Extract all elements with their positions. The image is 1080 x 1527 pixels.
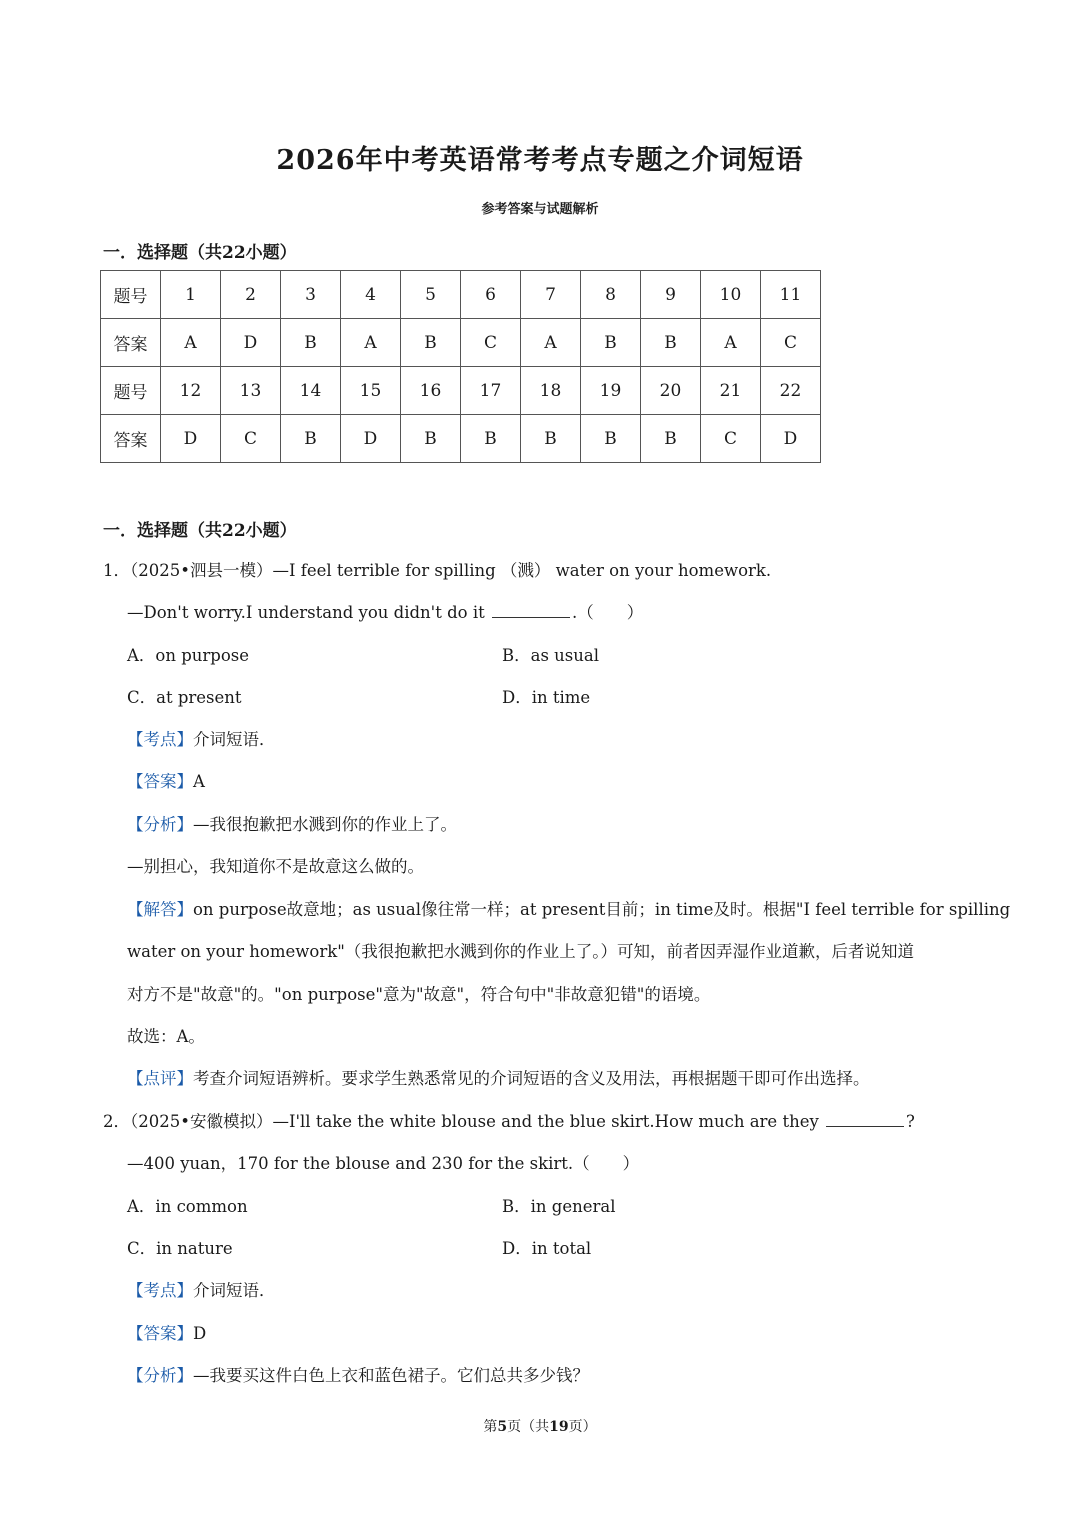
q1-dianping bbox=[127, 1067, 870, 1091]
question-number-row-cell: 16 bbox=[401, 367, 461, 415]
question-number-row-cell: 7 bbox=[521, 271, 581, 319]
answer-row-cell: A bbox=[701, 319, 761, 367]
answer-row-cell: D bbox=[221, 319, 281, 367]
question-number-row-cell: 8 bbox=[581, 271, 641, 319]
footer-prefix: 第 bbox=[483, 1419, 498, 1435]
footer-suffix: 页） bbox=[568, 1419, 597, 1435]
q2-option-d: D．in total bbox=[502, 1239, 592, 1258]
page-footer bbox=[0, 1416, 1080, 1436]
answer-row bbox=[101, 319, 821, 367]
question-number-row-cell: 9 bbox=[641, 271, 701, 319]
q1-stem2-before: —Don't worry.I understand you didn't do it bbox=[127, 603, 490, 622]
footer-page-number: 5 bbox=[497, 1419, 508, 1435]
q2-kaodian-label: 【考点】 bbox=[127, 1281, 193, 1300]
q1-option-b: B．as usual bbox=[502, 646, 600, 665]
answer-row-cell: D bbox=[761, 415, 821, 463]
q2-kaodian-text: 介词短语． bbox=[193, 1281, 276, 1300]
question-number-row-cell: 3 bbox=[281, 271, 341, 319]
answer-table bbox=[100, 270, 821, 463]
table-row-label: 题号 bbox=[101, 271, 161, 319]
question-number-row-cell: 12 bbox=[161, 367, 221, 415]
q1-fenxi-label: 【分析】 bbox=[127, 815, 193, 834]
q1-guxuan: 故选：A。 bbox=[127, 1027, 205, 1046]
q1-jieda-line1: on purpose故意地；as usual像往常一样；at present目前；in time及时。根据"I feel terrible for spilling bbox=[193, 900, 1011, 919]
section-heading-1: 一．选择题（共22小题） bbox=[103, 243, 297, 263]
answer-row-cell: B bbox=[521, 415, 581, 463]
question-number-row-cell: 1 bbox=[161, 271, 221, 319]
q1-answer-blank bbox=[492, 601, 570, 618]
q1-option-d: D．in time bbox=[502, 688, 591, 707]
answer-row-cell: B bbox=[461, 415, 521, 463]
q1-stem2-after: .（ ） bbox=[571, 603, 644, 622]
q2-answer-text: D bbox=[193, 1324, 207, 1343]
answer-row-cell: B bbox=[401, 319, 461, 367]
document-subtitle: 参考答案与试题解析 bbox=[481, 202, 599, 217]
question-number-row-cell: 10 bbox=[701, 271, 761, 319]
q2-answer-blank bbox=[826, 1110, 904, 1127]
q1-fenxi bbox=[127, 813, 457, 837]
q1-dianping-label: 【点评】 bbox=[127, 1069, 193, 1088]
q2-fenxi-label: 【分析】 bbox=[127, 1366, 193, 1385]
q2-option-b: B．in general bbox=[502, 1197, 616, 1216]
question-number-row-cell: 20 bbox=[641, 367, 701, 415]
answer-row-cell: C bbox=[761, 319, 821, 367]
question-number-row-cell: 6 bbox=[461, 271, 521, 319]
question-number-row-cell: 13 bbox=[221, 367, 281, 415]
q1-jieda-label: 【解答】 bbox=[127, 900, 193, 919]
table-row-label: 题号 bbox=[101, 367, 161, 415]
footer-mid: 页（共 bbox=[507, 1419, 550, 1435]
q2-answer-label: 【答案】 bbox=[127, 1324, 193, 1343]
answer-row-cell: B bbox=[641, 415, 701, 463]
q1-jieda-line2: water on your homework"（我很抱歉把水溅到你的作业上了。）可知，前者因弄湿作业道歉，后者说知道 bbox=[127, 942, 915, 961]
q2-kaodian bbox=[127, 1279, 276, 1303]
q1-stem-line2 bbox=[127, 601, 643, 625]
q1-fenxi-line1: —我很抱歉把水溅到你的作业上了。 bbox=[193, 815, 457, 834]
answer-row bbox=[101, 415, 821, 463]
question-number-row-cell: 11 bbox=[761, 271, 821, 319]
answer-row-cell: B bbox=[581, 415, 641, 463]
table-row-label: 答案 bbox=[101, 319, 161, 367]
table-row-label: 答案 bbox=[101, 415, 161, 463]
q2-stem-before: 2．（2025•安徽模拟）—I'll take the white blouse and the blue skirt.How much are they bbox=[103, 1112, 825, 1131]
q1-stem: 1．（2025•泗县一模）—I feel terrible for spilling （溅） water on your homework. bbox=[103, 561, 772, 580]
question-number-row-cell: 17 bbox=[461, 367, 521, 415]
question-number-row-cell: 15 bbox=[341, 367, 401, 415]
answer-row-cell: B bbox=[581, 319, 641, 367]
q1-kaodian-text: 介词短语． bbox=[193, 730, 276, 749]
question-number-row-cell: 14 bbox=[281, 367, 341, 415]
answer-row-cell: D bbox=[161, 415, 221, 463]
question-number-row-cell: 4 bbox=[341, 271, 401, 319]
answer-row-cell: B bbox=[641, 319, 701, 367]
question-number-row-cell: 2 bbox=[221, 271, 281, 319]
question-number-row-cell: 19 bbox=[581, 367, 641, 415]
q1-option-c: C．at present bbox=[127, 688, 242, 707]
document-title: 2026年中考英语常考考点专题之介词短语 bbox=[276, 145, 804, 176]
question-number-row bbox=[101, 271, 821, 319]
answer-row-cell: B bbox=[281, 415, 341, 463]
question-number-row-cell: 22 bbox=[761, 367, 821, 415]
q1-jieda-line3: 对方不是"故意"的。"on purpose"意为"故意"，符合句中"非故意犯错"的语境。 bbox=[127, 985, 711, 1004]
q2-option-c: C．in nature bbox=[127, 1239, 233, 1258]
section-heading-2: 一．选择题（共22小题） bbox=[103, 521, 297, 541]
answer-row-cell: A bbox=[341, 319, 401, 367]
question-number-row-cell: 5 bbox=[401, 271, 461, 319]
q2-fenxi bbox=[127, 1364, 589, 1388]
q2-stem bbox=[103, 1110, 915, 1134]
question-number-row bbox=[101, 367, 821, 415]
q1-fenxi-line2: —别担心，我知道你不是故意这么做的。 bbox=[127, 857, 424, 876]
question-number-row-cell: 21 bbox=[701, 367, 761, 415]
q1-dianping-text: 考查介词短语辨析。要求学生熟悉常见的介词短语的含义及用法，再根据题干即可作出选择。 bbox=[193, 1069, 870, 1088]
q2-option-a: A．in common bbox=[127, 1197, 248, 1216]
q2-fenxi-line1: —我要买这件白色上衣和蓝色裙子。它们总共多少钱？ bbox=[193, 1366, 589, 1385]
q1-option-a: A．on purpose bbox=[127, 646, 250, 665]
q1-answer bbox=[127, 770, 205, 794]
q2-stem-line2: —400 yuan，170 for the blouse and 230 for the skirt.（ ） bbox=[127, 1154, 640, 1173]
q1-answer-label: 【答案】 bbox=[127, 772, 193, 791]
q1-kaodian-label: 【考点】 bbox=[127, 730, 193, 749]
q2-stem-after: ? bbox=[906, 1112, 915, 1131]
q2-answer bbox=[127, 1322, 206, 1346]
answer-row-cell: B bbox=[401, 415, 461, 463]
q1-answer-text: A bbox=[193, 772, 205, 791]
answer-row-cell: C bbox=[221, 415, 281, 463]
answer-row-cell: B bbox=[281, 319, 341, 367]
q1-jieda bbox=[127, 898, 1010, 922]
q1-kaodian bbox=[127, 728, 276, 752]
footer-total-pages: 19 bbox=[549, 1419, 569, 1435]
answer-row-cell: A bbox=[521, 319, 581, 367]
answer-row-cell: A bbox=[161, 319, 221, 367]
question-number-row-cell: 18 bbox=[521, 367, 581, 415]
answer-row-cell: C bbox=[461, 319, 521, 367]
answer-row-cell: D bbox=[341, 415, 401, 463]
answer-row-cell: C bbox=[701, 415, 761, 463]
